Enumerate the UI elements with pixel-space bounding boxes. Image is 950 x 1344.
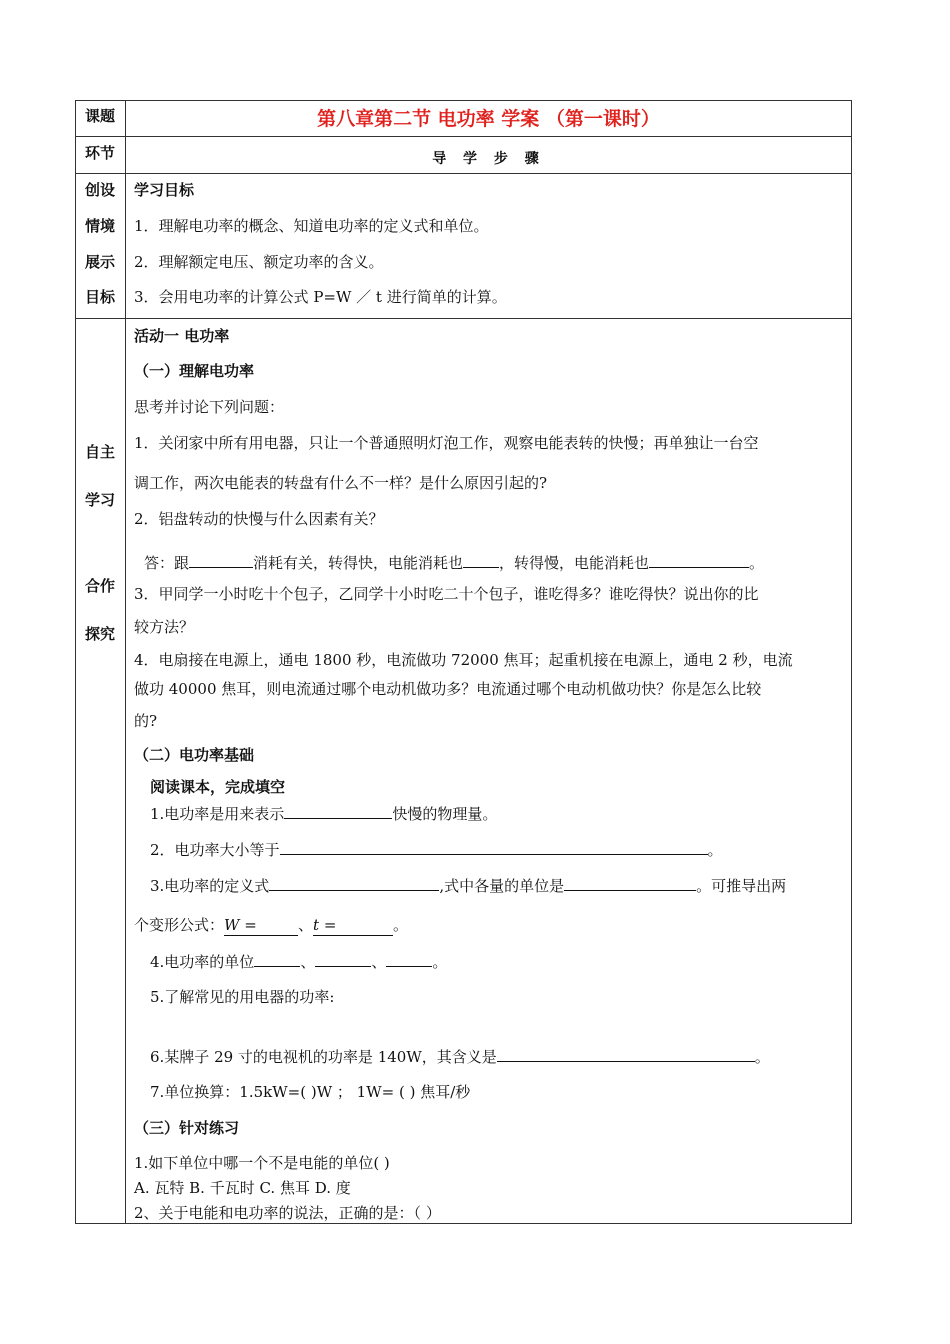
label-goals-4: 目标 (84, 288, 115, 306)
question-3-line-1: 3．甲同学一小时吃十个包子，乙同学十小时吃二十个包子，谁吃得多？谁吃得快？说出你的比 (134, 585, 759, 603)
question-4-line-1: 4．电扇接在电源上，通电 1800 秒，电流做功 72000 焦耳；起重机接在电源上，通电 2 秒，电流 (134, 651, 793, 669)
fill-item-1: 1.电功率是用来表示 快慢的物理量。 (150, 805, 498, 823)
answer-text: 。 (749, 554, 765, 572)
goal-item: 1．理解电功率的概念、知道电功率的定义式和单位。 (134, 217, 489, 235)
fill-blank[interactable] (280, 839, 708, 855)
discuss-prompt: 思考并讨论下列问题： (134, 398, 285, 416)
label-section: 环节 (84, 144, 115, 162)
row-divider (75, 318, 852, 319)
formula-t[interactable]: t = (313, 915, 393, 936)
fill-blank[interactable] (254, 951, 300, 967)
label-goals-1: 创设 (84, 181, 115, 199)
column-divider (125, 100, 126, 1224)
page-title: 第八章第二节 电功率 学案 （第一课时） (317, 108, 660, 130)
question-1-line-1: 1．关闭家中所有用电器，只让一个普通照明灯泡工作，观察电能表转的快慢；再单独让一台空 (134, 434, 759, 452)
question-4-line-2: 做功 40000 焦耳，则电流通过哪个电动机做功多？电流通过哪个电动机做功快？你是怎么比较 (134, 680, 762, 698)
row-divider (75, 173, 852, 174)
exercise-1: 1.如下单位中哪一个不是电能的单位( ) (134, 1154, 390, 1172)
fill-item-3: 3.电功率的定义式 ,式中各量的单位是 。可推导出两 (150, 877, 787, 895)
goal-item: 2．理解额定电压、额定功率的含义。 (134, 253, 384, 271)
fill-item-4: 4.电功率的单位 、 、 。 (150, 953, 448, 971)
fill-blank[interactable] (386, 951, 432, 967)
fill-blank[interactable] (284, 803, 392, 819)
fill-item-2: 2．电功率大小等于 。 (150, 841, 723, 859)
part3-title: （三）针对练习 (134, 1119, 240, 1137)
fill-item-3-line-2: 个变形公式：W = 、t = 。 (134, 916, 409, 934)
fill-blank[interactable] (649, 552, 749, 568)
label-goals-3: 展示 (84, 253, 115, 271)
fill-blank[interactable] (315, 951, 371, 967)
read-instruction: 阅读课本，完成填空 (150, 778, 286, 796)
label-study-3: 合作 (84, 577, 115, 595)
fill-item-5: 5.了解常见的用电器的功率: (150, 988, 335, 1006)
answer-text: ，转得慢，电能消耗也 (499, 554, 650, 572)
part2-title: （二）电功率基础 (134, 746, 255, 764)
fill-item-7: 7.单位换算：1.5kW=( )W ； 1W= ( ) 焦耳/秒 (150, 1083, 471, 1101)
fill-blank[interactable] (269, 875, 439, 891)
fill-blank[interactable] (497, 1046, 755, 1062)
part1-title: （一）理解电功率 (134, 362, 255, 380)
fill-item-6: 6.某牌子 29 寸的电视机的功率是 140W，其含义是 。 (150, 1048, 770, 1066)
goals-heading: 学习目标 (134, 181, 195, 199)
steps-heading: 导 学 步 骤 (432, 151, 545, 167)
label-goals-2: 情境 (84, 217, 115, 235)
row-divider (75, 136, 852, 137)
fill-blank[interactable] (463, 552, 499, 568)
question-4-line-3: 的? (134, 712, 158, 730)
label-topic: 课题 (84, 107, 115, 125)
formula-w[interactable]: W = (224, 915, 298, 936)
fill-blank[interactable] (564, 875, 696, 891)
answer-line (144, 552, 764, 573)
question-3-line-2: 较方法？ (134, 618, 195, 636)
goal-item: 3．会用电功率的计算公式 P=W ／ t 进行简单的计算。 (134, 288, 507, 306)
answer-text: 答：跟 (144, 554, 190, 572)
answer-text: 消耗有关，转得快，电能消耗也 (253, 554, 464, 572)
label-study-1: 自主 (84, 443, 115, 461)
question-2: 2．铝盘转动的快慢与什么因素有关？ (134, 510, 384, 528)
label-study-4: 探究 (84, 625, 115, 643)
activity-title: 活动一 电功率 (134, 327, 230, 345)
exercise-1-options: A. 瓦特 B. 千瓦时 C. 焦耳 D. 度 (134, 1179, 351, 1197)
question-1-line-2: 调工作，两次电能表的转盘有什么不一样？是什么原因引起的? (134, 474, 548, 492)
fill-blank[interactable] (189, 552, 253, 568)
exercise-2: 2、关于电能和电功率的说法，正确的是：（ ） (134, 1204, 441, 1222)
label-study-2: 学习 (84, 491, 115, 509)
